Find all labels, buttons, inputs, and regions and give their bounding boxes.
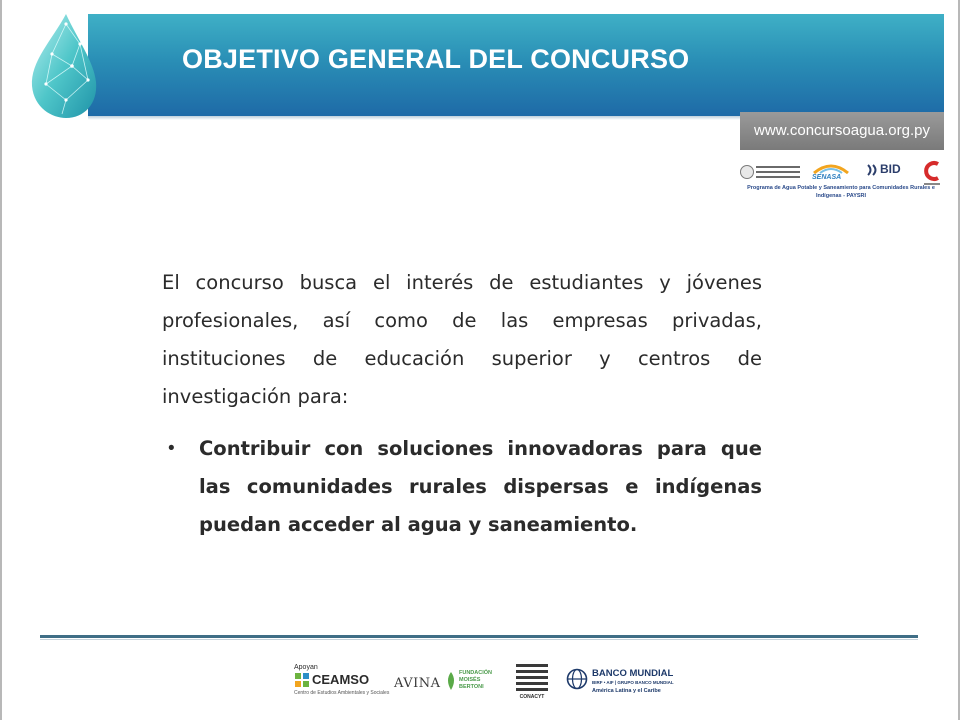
bertoni-logo — [445, 670, 500, 700]
avina-logo: AVINA — [394, 676, 441, 691]
url-bar[interactable] — [740, 112, 944, 150]
footer-divider — [40, 635, 918, 638]
senasa-label: SENASA — [812, 174, 842, 181]
bertoni-leaf-icon — [445, 670, 457, 692]
banco-mundial-region: América Latina y el Caribe — [592, 688, 661, 694]
bid-logo — [866, 161, 906, 179]
footer-divider-light — [40, 639, 918, 640]
banco-mundial-subtitle: BIRF • AIF | GRUPO BANCO MUNDIAL — [592, 680, 674, 685]
ceamso-subtitle: Centro de Estudios Ambientales y Sociales — [294, 690, 390, 696]
ceamso-label: CEAMSO — [312, 672, 370, 687]
government-logo — [738, 161, 800, 181]
bid-label: BID — [880, 162, 901, 176]
globe-icon — [566, 668, 588, 690]
conacyt-label: CONACYT — [519, 694, 545, 700]
frame-left — [0, 0, 2, 720]
bullet-text: Contribuir con soluciones innovadoras para que las comunidades rurales dispersas e indígenas puedan acceder al agua y saneamiento. — [199, 437, 762, 536]
bid-mark-icon — [866, 163, 880, 177]
bullet-dot-icon: • — [168, 438, 175, 459]
sponsor-logos — [290, 660, 674, 710]
government-logo-text — [756, 163, 800, 179]
ceamso-logo — [294, 672, 390, 702]
ceamso-mark-icon — [294, 672, 310, 688]
senasa-logo — [806, 157, 856, 185]
bertoni-label: FUNDACIÓN MOISÉS BERTONI — [459, 670, 492, 690]
banco-mundial-label: BANCO MUNDIAL — [592, 668, 674, 679]
government-seal-icon — [740, 165, 754, 179]
sponsors-label: Apoyan — [294, 664, 318, 671]
banco-mundial-logo — [566, 668, 674, 704]
conacyt-mark-icon — [514, 662, 550, 692]
conacyt-logo — [514, 662, 550, 704]
water-drop-icon — [22, 10, 102, 122]
page-title: OBJETIVO GENERAL DEL CONCURSO — [182, 44, 690, 74]
program-caption: Programa de Agua Potable y Saneamiento para Comunidades Rurales e Indígenas - PAYSRI — [747, 185, 935, 199]
senasa-sun-icon — [806, 157, 856, 175]
intro-paragraph: El concurso busca el interés de estudiantes y jóvenes profesionales, así como de las empresas privadas, instituciones de educación superior y centros de investigación para: — [162, 271, 762, 408]
url-text[interactable]: www.concursoagua.org.py — [754, 122, 930, 139]
